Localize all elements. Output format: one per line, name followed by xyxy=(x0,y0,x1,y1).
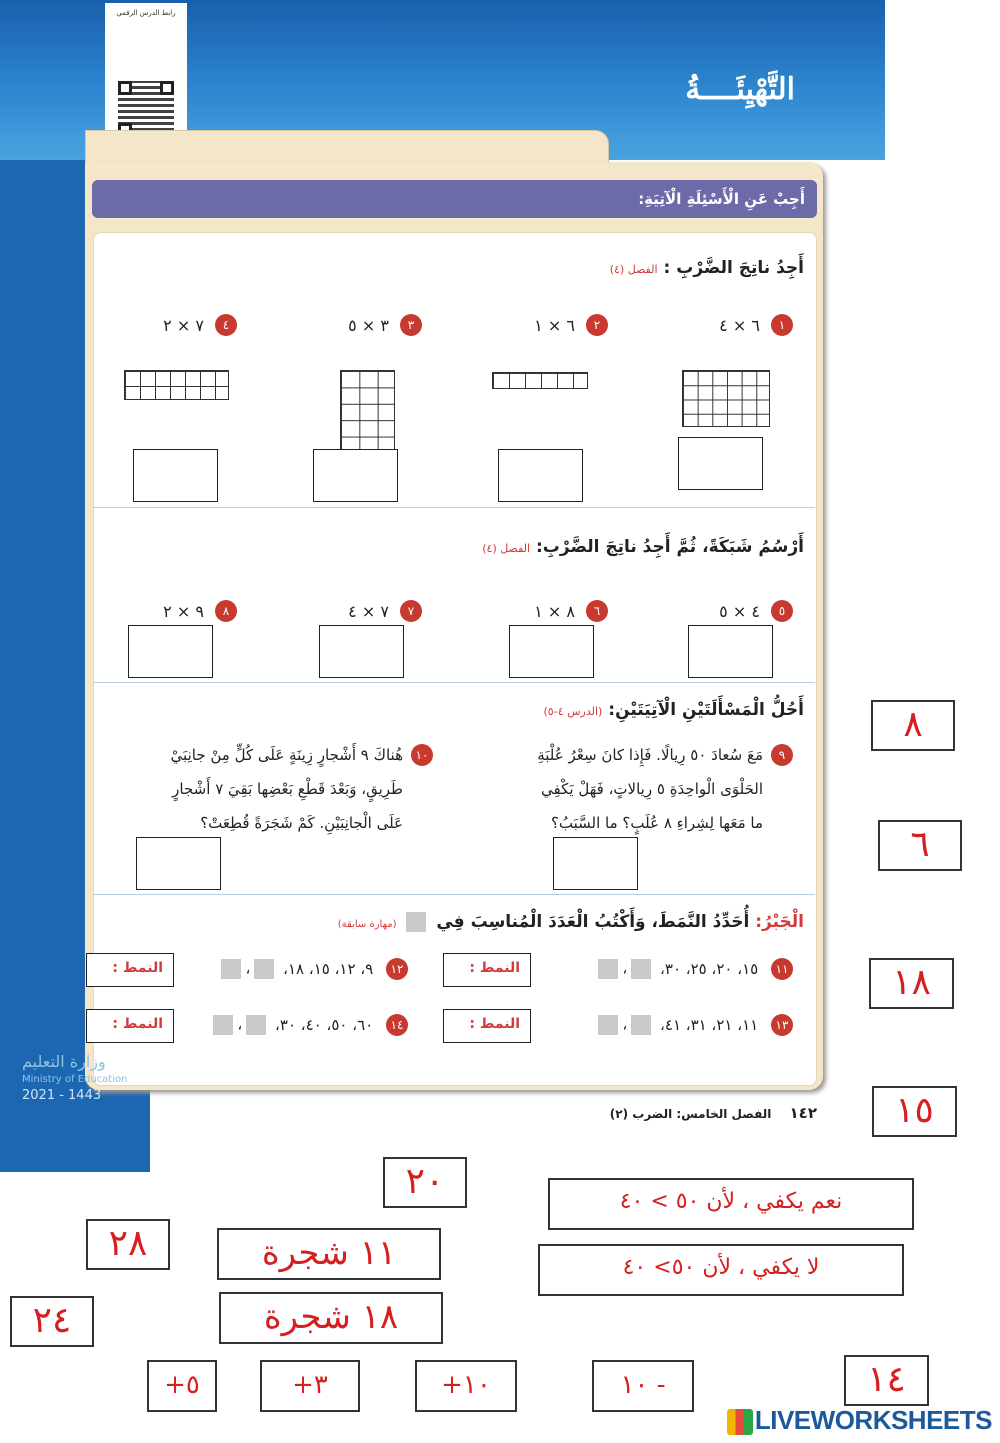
q2-number: ٢ xyxy=(586,314,608,336)
q7-answer-box[interactable] xyxy=(319,625,404,678)
q9-line1: مَعَ سُعادَ ٥٠ رِيالًا. فَإِذا كانَ سِعْرُ عُلْبَةِ xyxy=(537,746,763,764)
q10-line3: عَلَى الْجانِبَيْنِ. كَمْ شَجَرَةً قُطِعَتْ؟ xyxy=(200,814,403,832)
section3-ref: (الدرس ٤-٥) xyxy=(543,705,603,718)
q4-answer-box[interactable] xyxy=(133,449,218,502)
section1-ref: الفصل (٤) xyxy=(609,263,658,276)
q5-expression: ٤ × ٥ xyxy=(719,601,760,621)
q8-answer-box[interactable] xyxy=(128,625,213,678)
answer-tile-18-trees[interactable]: ١٨ شجرة xyxy=(219,1292,443,1344)
q2-expression: ٦ × ١ xyxy=(534,315,575,335)
q2-answer-box[interactable] xyxy=(498,449,583,502)
answer-tile-18[interactable]: ١٨ xyxy=(869,958,954,1009)
q9-line3: ما مَعَها لِشِراءِ ٨ عُلَبٍ؟ ما السَّبَبُ؟ xyxy=(550,814,763,832)
answer-tile-not-enough[interactable]: لا يكفي ، لأن ٥٠> ٤٠ xyxy=(538,1244,904,1296)
answer-tile-14[interactable]: ١٤ xyxy=(844,1355,929,1406)
q2-array-grid xyxy=(492,372,588,389)
q5-answer-box[interactable] xyxy=(688,625,773,678)
answer-tile-8[interactable]: ٨ xyxy=(871,700,955,751)
q4-array-grid xyxy=(124,370,229,400)
q14-pattern-box[interactable]: النمط : xyxy=(86,1009,174,1043)
page-number: ١٤٢ xyxy=(789,1104,817,1122)
page-title: التَّهْيِئَــــةُ xyxy=(685,72,795,107)
q6-answer-box[interactable] xyxy=(509,625,594,678)
q3-array-grid xyxy=(340,370,395,452)
q6 xyxy=(534,600,608,622)
q12-blank-2[interactable] xyxy=(221,959,241,979)
answer-tile-24[interactable]: ٢٤ xyxy=(10,1296,94,1347)
liveworksheets-logo: LIVEWORKSHEETS xyxy=(727,1405,992,1436)
q14-sequence: ٦٠، ٥٠، ٤٠، ٣٠، xyxy=(275,1015,374,1034)
q13-sequence: ١١، ٢١، ٣١، ٤١، xyxy=(660,1015,759,1034)
q14-blank-1[interactable] xyxy=(246,1015,266,1035)
answer-tile-plus-3[interactable]: ٣+ xyxy=(260,1360,360,1412)
q12-pattern-box[interactable]: النمط : xyxy=(86,953,174,987)
answer-tile-plus-5[interactable]: ٥+ xyxy=(147,1360,217,1412)
q11-pattern-box[interactable]: النمط : xyxy=(443,953,531,987)
q7-number: ٧ xyxy=(400,600,422,622)
q5-number: ٥ xyxy=(771,600,793,622)
q12: ١٢ ٩، ١٢، ١٥، ١٨، ، xyxy=(217,958,408,980)
divider-3 xyxy=(93,894,815,895)
q9-line2: الحَلْوَى الْواحِدَةِ ٥ رِيالاتٍ، فَهَلْ يَكْفِي xyxy=(541,780,763,798)
q5 xyxy=(719,600,793,622)
answer-tile-6[interactable]: ٦ xyxy=(878,820,962,871)
answer-tile-20[interactable]: ٢٠ xyxy=(383,1157,467,1208)
answer-tile-28[interactable]: ٢٨ xyxy=(86,1219,170,1270)
q11-blank-1[interactable] xyxy=(631,959,651,979)
q9-number: ٩ xyxy=(771,744,793,766)
qr-label: رابط الدرس الرقمي xyxy=(116,9,176,17)
section2-title: أَرْسُمُ شَبَكَةً، ثُمَّ أَجِدُ ناتِجَ الضَّرْبِ: الفصل (٤) xyxy=(482,537,804,557)
q3-answer-box[interactable] xyxy=(313,449,398,502)
q1-array-grid xyxy=(682,370,770,427)
moe-english: Ministry of Education xyxy=(22,1074,128,1085)
divider-1 xyxy=(93,507,815,508)
section1-title: أَجِدُ ناتِجَ الضَّرْبِ : الفصل (٤) xyxy=(609,258,804,278)
q3-expression: ٣ × ٥ xyxy=(348,315,389,335)
liveworksheets-mark-icon xyxy=(727,1409,753,1435)
q13: ١٣ ١١، ٢١، ٣١، ٤١، ، xyxy=(594,1014,793,1036)
chapter-label: الفصل الخامس: الضرب (٢) xyxy=(609,1107,772,1121)
instruction-bar xyxy=(92,180,817,218)
q14-number: ١٤ xyxy=(386,1014,408,1036)
q3-number: ٣ xyxy=(400,314,422,336)
moe-year: 2021 - 1443 xyxy=(22,1088,102,1103)
q9-answer-box[interactable] xyxy=(553,837,638,890)
section2-ref: الفصل (٤) xyxy=(482,542,531,555)
q8-expression: ٩ × ٢ xyxy=(163,601,204,621)
blank-square-icon xyxy=(406,912,426,932)
answer-tile-plus-10[interactable]: ١٠+ xyxy=(415,1360,517,1412)
q8-number: ٨ xyxy=(215,600,237,622)
instruction-text: أَجِبْ عَنِ الْأَسْئِلَةِ الْآتِيَةِ: xyxy=(638,190,805,208)
q13-number: ١٣ xyxy=(771,1014,793,1036)
q13-blank-2[interactable] xyxy=(598,1015,618,1035)
q10-line1: هُناكَ ٩ أَشْجارٍ زِينَةٍ عَلَى كُلٍّ مِنْ جانِبَيْ xyxy=(170,746,403,764)
page-footer xyxy=(610,1104,817,1122)
q7-expression: ٧ × ٤ xyxy=(348,601,389,621)
q11-sequence: ١٥، ٢٠، ٢٥، ٣٠، xyxy=(660,959,759,978)
q14: ١٤ ٦٠، ٥٠، ٤٠، ٣٠، ، xyxy=(209,1014,408,1036)
q6-expression: ٨ × ١ xyxy=(534,601,575,621)
answer-tile-minus-10[interactable]: - ١٠ xyxy=(592,1360,694,1412)
q12-blank-1[interactable] xyxy=(254,959,274,979)
q4-number: ٤ xyxy=(215,314,237,336)
section4-title-algebra: الْجَبْرُ: xyxy=(755,912,804,932)
q11: ١١ ١٥، ٢٠، ٢٥، ٣٠، ، xyxy=(594,958,793,980)
q13-pattern-box[interactable]: النمط : xyxy=(443,1009,531,1043)
q11-number: ١١ xyxy=(771,958,793,980)
q7 xyxy=(348,600,422,622)
section4-title: الْجَبْرُ: أُحَدِّدُ النَّمَطَ، وَأَكْتُبُ الْعَدَدَ الْمُناسِبَ فِي (مهارة سابقة) xyxy=(337,912,804,932)
section3-title: أَحُلُّ الْمَسْأَلَتَيْنِ الْآتِيَتَيْنِ: (الدرس ٤-٥) xyxy=(543,700,804,720)
q3 xyxy=(348,314,422,336)
divider-2 xyxy=(93,682,815,683)
q14-blank-2[interactable] xyxy=(213,1015,233,1035)
answer-tile-11-trees[interactable]: ١١ شجرة xyxy=(217,1228,441,1280)
q10 xyxy=(103,738,433,840)
q1-answer-box[interactable] xyxy=(678,437,763,490)
q10-number: ١٠ xyxy=(411,744,433,766)
qr-code-icon xyxy=(118,81,174,137)
q4 xyxy=(163,314,237,336)
q10-answer-box[interactable] xyxy=(136,837,221,890)
answer-tile-15[interactable]: ١٥ xyxy=(872,1086,957,1137)
section4-ref: (مهارة سابقة) xyxy=(337,919,397,930)
q1 xyxy=(719,314,793,336)
q4-expression: ٧ × ٢ xyxy=(163,315,204,335)
q10-line2: طَرِيقٍ، وَبَعْدَ قَطْعِ بَعْضِها بَقِيَ ٧ أَشْجارٍ xyxy=(172,780,403,798)
q12-sequence: ٩، ١٢، ١٥، ١٨، xyxy=(283,959,374,978)
q11-blank-2[interactable] xyxy=(598,959,618,979)
q9 xyxy=(463,738,793,840)
q13-blank-1[interactable] xyxy=(631,1015,651,1035)
q1-expression: ٦ × ٤ xyxy=(719,315,760,335)
q2 xyxy=(534,314,608,336)
moe-logo: وزارة التعليم xyxy=(22,1052,106,1071)
q6-number: ٦ xyxy=(586,600,608,622)
q8 xyxy=(163,600,237,622)
q12-number: ١٢ xyxy=(386,958,408,980)
answer-tile-yes-enough[interactable]: نعم يكفي ، لأن ٥٠ > ٤٠ xyxy=(548,1178,914,1230)
q1-number: ١ xyxy=(771,314,793,336)
